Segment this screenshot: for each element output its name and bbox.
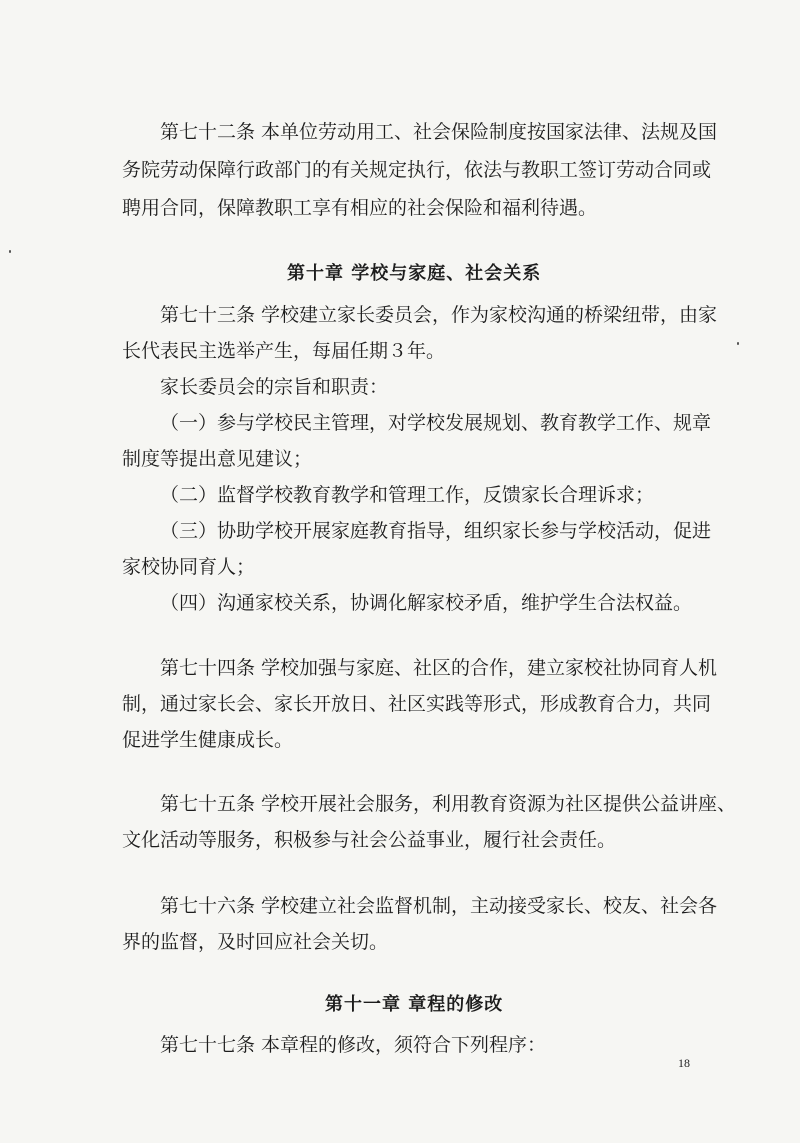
article-72-line-3 (0, 190, 800, 226)
chapter-title: 第十章 学校与家庭、社会关系 (287, 263, 542, 284)
article-73-text: （三）协助学校开展家庭教育指导，组织家长参与学校活动，促进 (160, 520, 712, 542)
article-73-line-5 (0, 441, 800, 477)
article-72-text: 第七十二条 本单位劳动用工、社会保险制度按国家法律、法规及国 (160, 121, 718, 143)
article-76-text: 界的监督，及时回应社会关切。 (122, 931, 389, 953)
article-73-text: 家校协同育人； (122, 556, 256, 578)
article-72-line-1 (0, 114, 800, 150)
article-72-line-2 (0, 152, 800, 188)
article-73-line-7 (0, 513, 800, 549)
article-77-text: 第七十七条 本章程的修改，须符合下列程序： (160, 1034, 547, 1056)
article-73-text: （一）参与学校民主管理，对学校发展规划、教育教学工作、规章 (160, 412, 712, 434)
article-73-text: 第七十三条 学校建立家长委员会，作为家校沟通的桥梁纽带，由家 (160, 304, 718, 326)
article-74-line-2 (0, 686, 800, 722)
article-73-line-4 (0, 405, 800, 441)
article-73-text: （四）沟通家校关系，协调化解家校矛盾，维护学生合法权益。 (160, 592, 693, 614)
article-76-line-1 (0, 888, 800, 924)
article-73-line-3 (0, 369, 800, 405)
article-75-line-1 (0, 786, 800, 822)
article-73-line-6 (0, 477, 800, 513)
article-73-text: （二）监督学校教育教学和管理工作，反馈家长合理诉求； (160, 484, 655, 506)
article-74-line-3 (0, 722, 800, 758)
article-72-text: 聘用合同，保障教职工享有相应的社会保险和福利待遇。 (122, 197, 598, 219)
article-74-line-1 (0, 650, 800, 686)
article-73-text: 制度等提出意见建议； (122, 448, 313, 470)
article-75-text: 文化活动等服务，积极参与社会公益事业，履行社会责任。 (122, 829, 617, 851)
article-73-line-1 (0, 297, 800, 333)
chapter-10-heading (0, 256, 800, 292)
article-75-line-2 (0, 822, 800, 858)
article-72-text: 务院劳动保障行政部门的有关规定执行，依法与教职工签订劳动合同或 (122, 159, 712, 181)
article-74-text: 促进学生健康成长。 (122, 729, 294, 751)
scan-speck (9, 250, 11, 253)
article-73-line-9 (0, 585, 800, 621)
article-73-line-2 (0, 333, 800, 369)
article-75-text: 第七十五条 学校开展社会服务，利用教育资源为社区提供公益讲座、 (160, 793, 737, 815)
article-76-text: 第七十六条 学校建立社会监督机制，主动接受家长、校友、社会各 (160, 895, 718, 917)
article-74-text: 第七十四条 学校加强与家庭、社区的合作，建立家校社协同育人机 (160, 657, 718, 679)
scan-speck (737, 342, 739, 345)
chapter-title: 第十一章 章程的修改 (325, 994, 504, 1015)
article-74-text: 制，通过家长会、家长开放日、社区实践等形式，形成教育合力，共同 (122, 693, 712, 715)
article-73-text: 家长委员会的宗旨和职责： (160, 376, 389, 398)
article-73-line-8 (0, 549, 800, 585)
article-76-line-2 (0, 924, 800, 960)
article-73-text: 长代表民主选举产生，每届任期３年。 (122, 340, 446, 362)
chapter-11-heading (0, 987, 800, 1023)
page-number: 18 (678, 1056, 690, 1070)
